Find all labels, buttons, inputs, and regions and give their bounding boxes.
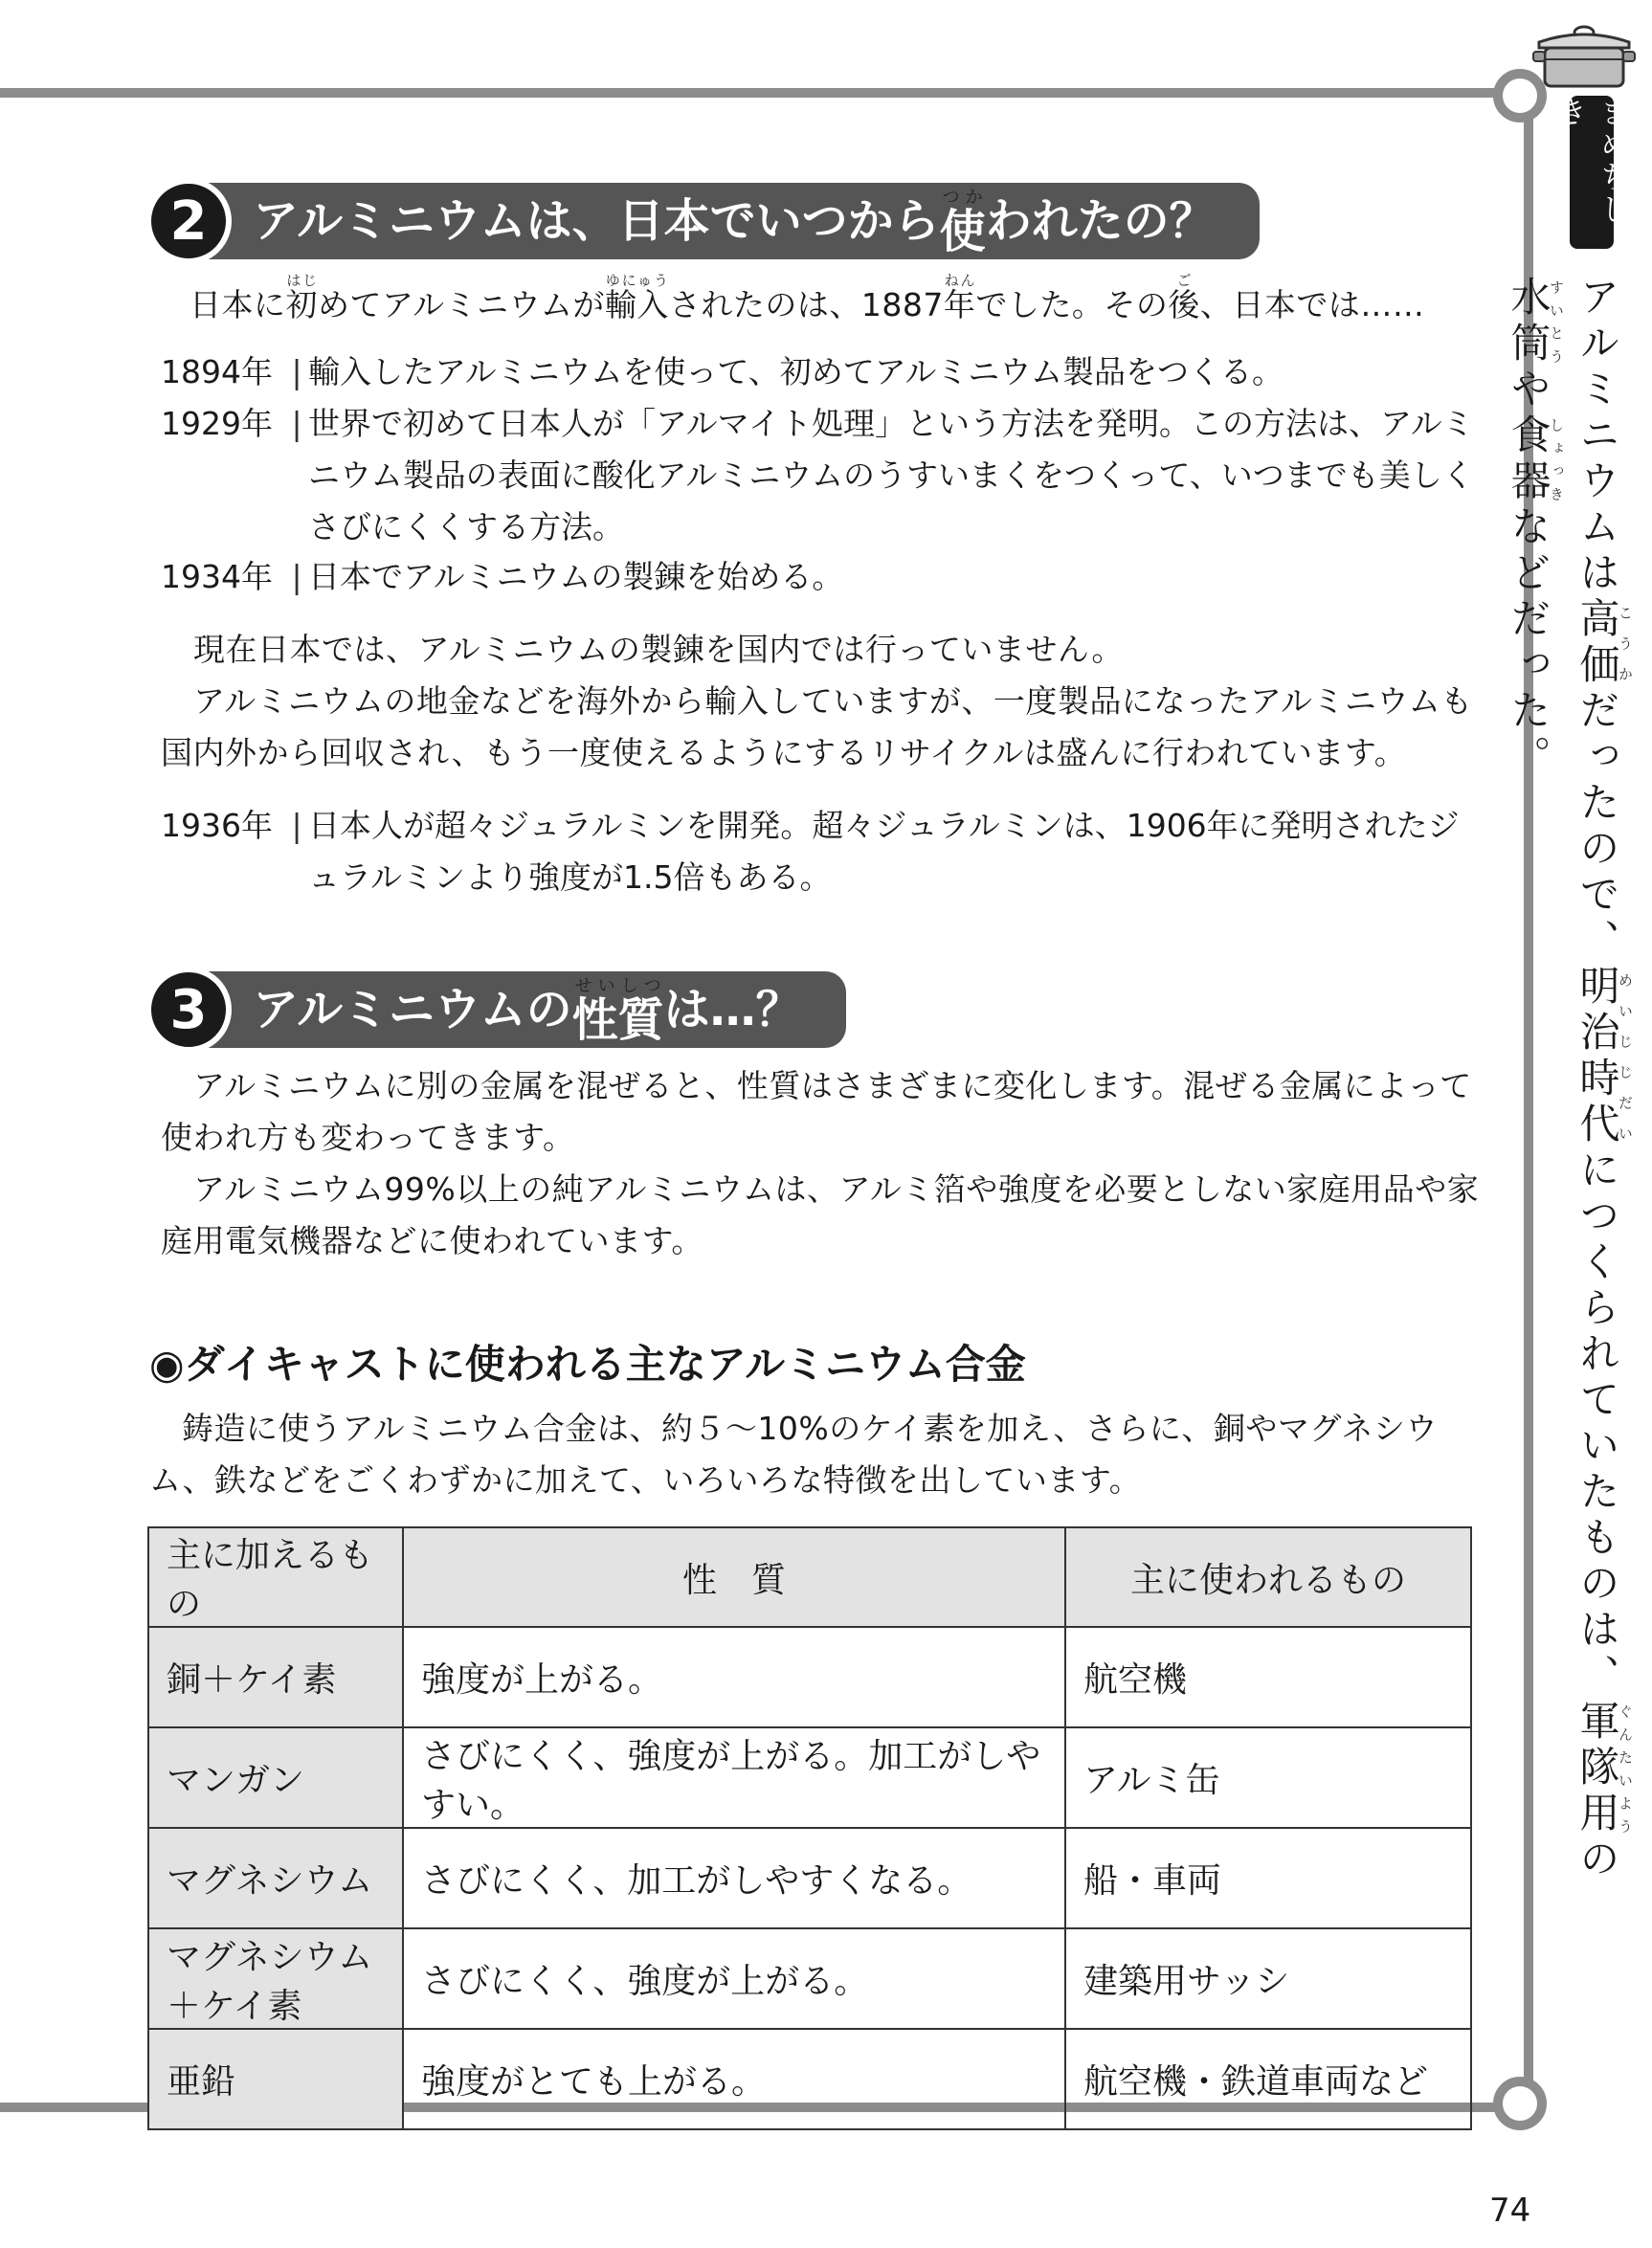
- section-title: アルミニウムの 性質せいしつ は…？: [199, 971, 846, 1048]
- table-row: [148, 1727, 1471, 1828]
- col-header-property: 性 質: [403, 1527, 1065, 1627]
- table-header-row: [148, 1527, 1471, 1627]
- history-separator: |: [291, 405, 302, 442]
- history-separator: |: [291, 558, 302, 595]
- history-year: 1936年: [161, 807, 273, 844]
- history-separator: |: [291, 807, 302, 844]
- col-header-usage: 主に使われるもの: [1065, 1527, 1471, 1627]
- history-entry: [161, 346, 1482, 398]
- cell-usage: 船・車両: [1065, 1828, 1471, 1928]
- section-2-heading: [145, 178, 1260, 264]
- present-line-2: アルミニウムの地金などを海外から輸入していますが、一度製品になったアルミニウムも国内外から回収され、もう一度使えるようにするリサイクルは盛んに行われています。: [161, 682, 1473, 771]
- history-year: 1894年: [161, 353, 273, 390]
- history-entry: [161, 398, 1482, 553]
- table-row: [148, 1828, 1471, 1928]
- col-header-additive: 主に加えるもの: [148, 1527, 403, 1627]
- cell-property: さびにくく、加工がしやすくなる。: [403, 1828, 1065, 1928]
- alloy-table: [147, 1526, 1472, 2130]
- section-3-heading: [145, 967, 846, 1053]
- table-row: [148, 2029, 1471, 2129]
- table-row: [148, 1928, 1471, 2029]
- cell-usage: 航空機・鉄道車両など: [1065, 2029, 1471, 2129]
- sidebar-vertical-text: アルミニウムは高価こうかだったので、明治めいじ時代じだいにつくられていたものは、軍隊用ぐんたいようの水筒すいとうや食器しょっきなどだった。: [1505, 276, 1634, 1883]
- history-text: 日本人が超々ジュラルミンを開発。超々ジュラルミンは、1906年に発明されたジュラルミンより強度が1.5倍もある。: [308, 807, 1460, 896]
- properties-paragraph-2: アルミニウム99%以上の純アルミニウムは、アルミ箔や強度を必要としない家庭用品や家庭用電気機器などに使われています。: [161, 1170, 1480, 1259]
- cell-property: 強度が上がる。: [403, 1627, 1065, 1727]
- history-year: 1929年: [161, 405, 273, 442]
- cell-usage: 建築用サッシ: [1065, 1928, 1471, 2029]
- cell-additive: 銅＋ケイ素: [148, 1627, 403, 1727]
- frame-corner-notch: [1493, 2077, 1547, 2130]
- section-number: 2: [145, 178, 232, 264]
- cell-additive: マンガン: [148, 1727, 403, 1828]
- cell-usage: 航空機: [1065, 1627, 1471, 1727]
- history-separator: |: [291, 353, 302, 390]
- cell-usage: アルミ缶: [1065, 1727, 1471, 1828]
- mamechishiki-tag: まめちしき: [1570, 96, 1614, 249]
- properties-paragraph-1: アルミニウムに別の金属を混ぜると、性質はさまざまに変化します。混ぜる金属によって使われ方も変わってきます。: [161, 1067, 1472, 1156]
- cell-property: さびにくく、強度が上がる。: [403, 1928, 1065, 2029]
- section-title: アルミニウムは、日本でいつから 使つか われたの？: [199, 183, 1260, 259]
- history-text: 世界で初めて日本人が「アルマイト処理」という方法を発明。この方法は、アルミニウム製品の表面に酸化アルミニウムのうすいまくをつくって、いつまでも美しくさびにくくする方法。: [308, 405, 1474, 545]
- history-year: 1934年: [161, 558, 273, 595]
- cell-additive: 亜鉛: [148, 2029, 403, 2129]
- history-text: 日本でアルミニウムの製錬を始める。: [308, 558, 844, 595]
- diecast-text: 鋳造に使うアルミニウム合金は、約５～10%のケイ素を加え、さらに、銅やマグネシウム、鉄などをごくわずかに加えて、いろいろな特徴を出しています。: [149, 1410, 1439, 1499]
- history-text: 輸入したアルミニウムを使って、初めてアルミニウム製品をつくる。: [308, 353, 1284, 390]
- intro-text: 日本に初はじめてアルミニウムが輸入ゆにゅうされたのは、1887年ねんでした。その後ご、日本では……: [190, 272, 1425, 323]
- cell-property: さびにくく、強度が上がる。加工がしやすい。: [403, 1727, 1065, 1828]
- cell-additive: マグネシウム＋ケイ素: [148, 1928, 403, 2029]
- history-entry: [161, 800, 1482, 903]
- cell-property: 強度がとても上がる。: [403, 2029, 1065, 2129]
- diecast-heading: ◉ダイキャストに使われる主なアルミニウム合金: [149, 1341, 1026, 1388]
- history-entry: [161, 551, 1482, 603]
- present-line-1: 現在日本では、アルミニウムの製錬を国内では行っていません。: [193, 631, 1124, 668]
- page-number: 74: [1489, 2192, 1531, 2230]
- section-number: 3: [145, 967, 232, 1053]
- table-row: [148, 1627, 1471, 1727]
- cell-additive: マグネシウム: [148, 1828, 403, 1928]
- pot-icon: [1531, 17, 1637, 96]
